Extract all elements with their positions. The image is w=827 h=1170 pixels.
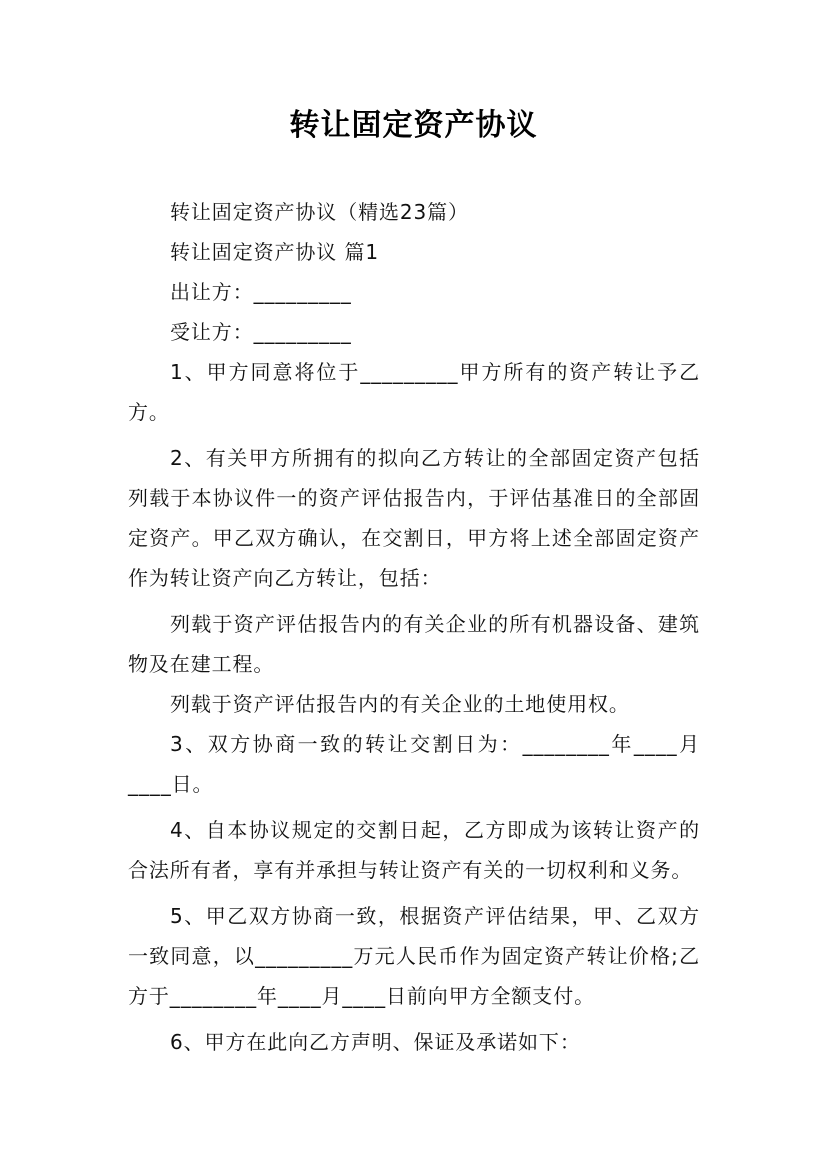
document-title: 转让固定资产协议 — [289, 108, 538, 143]
paragraph-section-heading: 转让固定资产协议 篇1 — [170, 240, 379, 264]
paragraph-clause-2: 2、有关甲方所拥有的拟向乙方转让的全部固定资产包括列载于本协议件一的资产评估报告内，于评估基准日的全部固定资产。甲乙双方确认，在交割日，甲方将上述全部固定资产作为转让资产向乙方转让，包括： — [128, 446, 700, 590]
paragraph-transferee: 受让方：_________ — [170, 320, 352, 344]
paragraph-item-equipment: 列载于资产评估报告内的有关企业的所有机器设备、建筑物及在建工程。 — [128, 612, 700, 676]
paragraph-clause-5: 5、甲乙双方协商一致，根据资产评估结果，甲、乙双方一致同意，以_________万元人民币作为固定资产转让价格;乙方于________年____月____日前向甲方全额支付。 — [128, 904, 700, 1008]
document-body — [128, 192, 700, 1062]
paragraph-clause-4: 4、自本协议规定的交割日起，乙方即成为该转让资产的合法所有者，享有并承担与转让资产有关的一切权利和义务。 — [128, 818, 700, 882]
paragraph-item-land: 列载于资产评估报告内的有关企业的土地使用权。 — [170, 692, 630, 716]
paragraph-transferor: 出让方：_________ — [170, 280, 352, 304]
paragraph-clause-6: 6、甲方在此向乙方声明、保证及承诺如下： — [170, 1030, 581, 1054]
paragraph-clause-1: 1、甲方同意将位于_________甲方所有的资产转让予乙方。 — [128, 360, 700, 424]
paragraph-clause-3: 3、双方协商一致的转让交割日为：________年____月____日。 — [128, 732, 700, 796]
paragraph-subtitle: 转让固定资产协议（精选23篇） — [170, 200, 469, 224]
